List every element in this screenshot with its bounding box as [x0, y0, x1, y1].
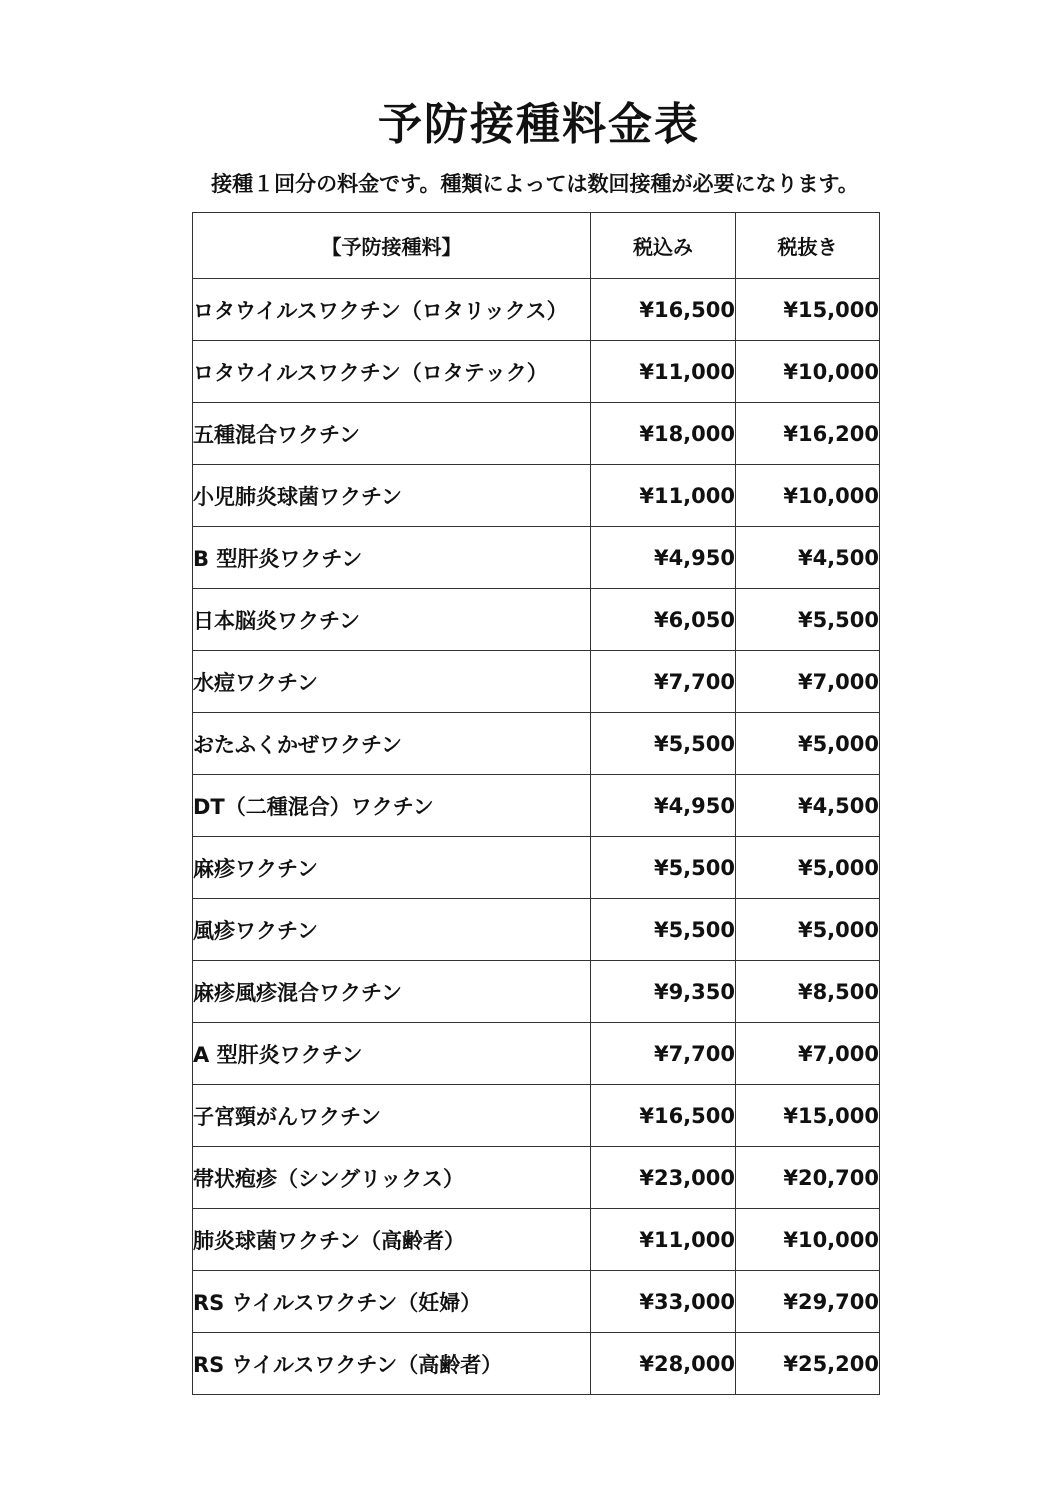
vaccine-name: RS ウイルスワクチン（高齢者）	[193, 1333, 591, 1395]
price-tax-included: ¥7,700	[591, 1023, 736, 1085]
price-tax-included: ¥11,000	[591, 341, 736, 403]
price-tax-included: ¥9,350	[591, 961, 736, 1023]
vaccine-name: 日本脳炎ワクチン	[193, 589, 591, 651]
price-tax-excluded: ¥5,000	[736, 713, 880, 775]
vaccine-name: 帯状疱疹（シングリックス）	[193, 1147, 591, 1209]
vaccine-name: RS ウイルスワクチン（妊婦）	[193, 1271, 591, 1333]
price-tax-included: ¥5,500	[591, 899, 736, 961]
table-header-row	[193, 213, 880, 279]
price-tax-included: ¥16,500	[591, 279, 736, 341]
price-tax-included: ¥18,000	[591, 403, 736, 465]
vaccine-name: 水痘ワクチン	[193, 651, 591, 713]
table-row	[193, 651, 880, 713]
price-tax-included: ¥16,500	[591, 1085, 736, 1147]
price-tax-included: ¥6,050	[591, 589, 736, 651]
table-row	[193, 899, 880, 961]
vaccine-name: ロタウイルスワクチン（ロタリックス）	[193, 279, 591, 341]
price-tax-excluded: ¥5,500	[736, 589, 880, 651]
table-row	[193, 775, 880, 837]
price-tax-included: ¥5,500	[591, 713, 736, 775]
vaccine-name: 麻疹ワクチン	[193, 837, 591, 899]
table-row	[193, 527, 880, 589]
price-tax-excluded: ¥7,000	[736, 1023, 880, 1085]
price-tax-excluded: ¥5,000	[736, 899, 880, 961]
vaccine-name: ロタウイルスワクチン（ロタテック）	[193, 341, 591, 403]
price-tax-excluded: ¥16,200	[736, 403, 880, 465]
price-tax-excluded: ¥4,500	[736, 775, 880, 837]
table-row	[193, 279, 880, 341]
vaccine-name: B 型肝炎ワクチン	[193, 527, 591, 589]
table-body	[193, 279, 880, 1395]
vaccine-name: 風疹ワクチン	[193, 899, 591, 961]
table-row	[193, 1333, 880, 1395]
price-tax-included: ¥4,950	[591, 775, 736, 837]
table-row	[193, 1209, 880, 1271]
vaccine-name: 子宮頸がんワクチン	[193, 1085, 591, 1147]
page-title: 予防接種料金表	[378, 99, 700, 150]
table-row	[193, 837, 880, 899]
price-tax-included: ¥11,000	[591, 1209, 736, 1271]
vaccine-name: A 型肝炎ワクチン	[193, 1023, 591, 1085]
table-row	[193, 589, 880, 651]
vaccine-name: 肺炎球菌ワクチン（高齢者）	[193, 1209, 591, 1271]
price-tax-excluded: ¥15,000	[736, 279, 880, 341]
vaccine-name: DT（二種混合）ワクチン	[193, 775, 591, 837]
price-tax-included: ¥11,000	[591, 465, 736, 527]
price-tax-excluded: ¥20,700	[736, 1147, 880, 1209]
table-row	[193, 341, 880, 403]
vaccine-name: 小児肺炎球菌ワクチン	[193, 465, 591, 527]
price-tax-excluded: ¥7,000	[736, 651, 880, 713]
vaccine-name: 麻疹風疹混合ワクチン	[193, 961, 591, 1023]
price-tax-included: ¥33,000	[591, 1271, 736, 1333]
price-tax-included: ¥23,000	[591, 1147, 736, 1209]
table-row	[193, 465, 880, 527]
price-tax-excluded: ¥15,000	[736, 1085, 880, 1147]
table-row	[193, 713, 880, 775]
price-tax-included: ¥7,700	[591, 651, 736, 713]
price-tax-excluded: ¥10,000	[736, 1209, 880, 1271]
vaccine-name: おたふくかぜワクチン	[193, 713, 591, 775]
price-tax-included: ¥4,950	[591, 527, 736, 589]
price-tax-excluded: ¥10,000	[736, 465, 880, 527]
header-tax-excluded: 税抜き	[736, 213, 880, 279]
price-tax-excluded: ¥10,000	[736, 341, 880, 403]
price-tax-excluded: ¥4,500	[736, 527, 880, 589]
table-row	[193, 1085, 880, 1147]
price-tax-excluded: ¥29,700	[736, 1271, 880, 1333]
page-subtitle: 接種１回分の料金です。種類によっては数回接種が必要になります。	[211, 172, 859, 196]
header-tax-included: 税込み	[591, 213, 736, 279]
price-tax-included: ¥5,500	[591, 837, 736, 899]
price-tax-excluded: ¥8,500	[736, 961, 880, 1023]
price-tax-excluded: ¥25,200	[736, 1333, 880, 1395]
header-vaccine-name: 【予防接種料】	[193, 213, 591, 279]
table-row	[193, 1147, 880, 1209]
price-tax-excluded: ¥5,000	[736, 837, 880, 899]
table-row	[193, 1271, 880, 1333]
table-row	[193, 1023, 880, 1085]
vaccine-name: 五種混合ワクチン	[193, 403, 591, 465]
table-row	[193, 403, 880, 465]
table-row	[193, 961, 880, 1023]
price-tax-included: ¥28,000	[591, 1333, 736, 1395]
vaccination-price-table	[192, 212, 880, 1395]
